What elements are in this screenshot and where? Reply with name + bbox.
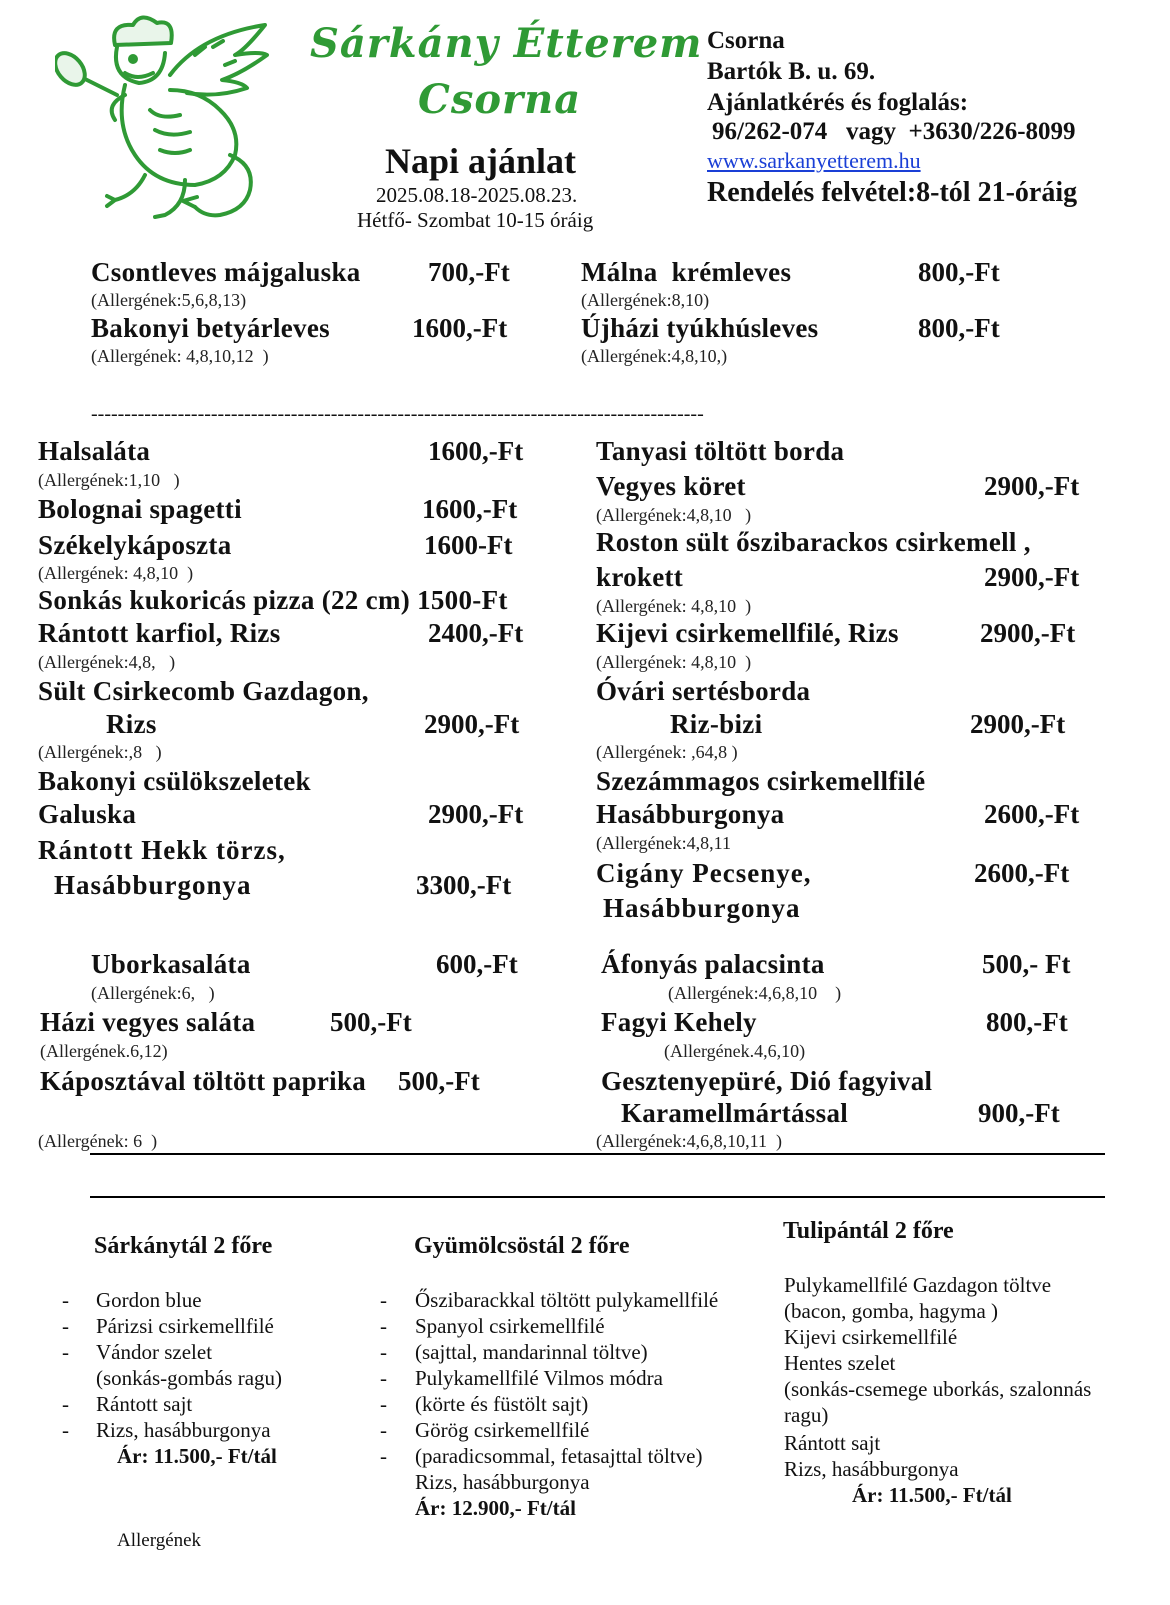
plate-item: Rizs, hasábburgonya bbox=[96, 1418, 271, 1442]
bullet-dash: - bbox=[380, 1366, 387, 1390]
side-allergens: (Allergének: 6 ) bbox=[38, 1131, 158, 1151]
dish-allergens: (Allergének: 4,8,10 ) bbox=[596, 652, 752, 672]
dish-name: Cigány Pecsenye, bbox=[596, 858, 812, 888]
dish-price: 1600,-Ft bbox=[422, 494, 518, 524]
dish-price: 2900,-Ft bbox=[970, 709, 1066, 739]
plate-item: Pulykamellfilé Vilmos módra bbox=[415, 1366, 663, 1390]
dessert-allergens: (Allergének:4,6,8,10 ) bbox=[668, 983, 842, 1003]
dessert-allergens: (Allergének.4,6,10) bbox=[664, 1041, 806, 1061]
dish-name-line2: Rizs bbox=[106, 709, 157, 739]
plate-item: (bacon, gomba, hagyma ) bbox=[784, 1299, 999, 1323]
soup-price: 800,-Ft bbox=[918, 257, 1000, 287]
soup-allergens: (Allergének: 4,8,10,12 ) bbox=[91, 346, 269, 366]
plate-item: Hentes szelet bbox=[784, 1351, 896, 1375]
dessert-name: Fagyi Kehely bbox=[601, 1007, 757, 1037]
dessert-name-line2: Karamellmártással bbox=[621, 1098, 849, 1128]
menu-title: Napi ajánlat bbox=[385, 141, 577, 181]
dessert-name: Gesztenyepüré, Dió fagyival bbox=[601, 1066, 933, 1096]
dessert-name: Áfonyás palacsinta bbox=[601, 949, 825, 979]
phone-numbers: 96/262-074 vagy +3630/226-8099 bbox=[712, 118, 1076, 145]
side-allergens: (Allergének.6,12) bbox=[40, 1041, 168, 1061]
dish-name: Rántott Hekk törzs, bbox=[38, 835, 286, 865]
soup-price: 800,-Ft bbox=[918, 313, 1000, 343]
dessert-allergens: (Allergének:4,6,8,10,11 ) bbox=[596, 1131, 782, 1151]
dish-price: 2900,-Ft bbox=[984, 471, 1080, 501]
dish-allergens: (Allergének:4,8,10 ) bbox=[596, 505, 752, 525]
dish-name-line2: Riz-bizi bbox=[670, 709, 763, 739]
order-hours: Rendelés felvétel:8-tól 21-óráig bbox=[707, 177, 1078, 208]
dish-price: 2900,-Ft bbox=[984, 562, 1080, 592]
side-price: 500,-Ft bbox=[330, 1007, 412, 1037]
side-name: Házi vegyes saláta bbox=[40, 1007, 256, 1037]
restaurant-name: Sárkány Étterem bbox=[310, 20, 703, 67]
dragon-chef-logo bbox=[55, 15, 275, 230]
bullet-dash: - bbox=[380, 1444, 387, 1468]
soup-name: Bakonyi betyárleves bbox=[91, 313, 330, 343]
plate-item: (sajttal, mandarinnal töltve) bbox=[415, 1340, 648, 1364]
dish-price: 2600,-Ft bbox=[974, 858, 1070, 888]
plate-item: Rántott sajt bbox=[96, 1392, 193, 1416]
dish-name: Halsaláta bbox=[38, 436, 151, 466]
bullet-dash: - bbox=[62, 1418, 69, 1442]
dish-price: 1600-Ft bbox=[424, 530, 513, 560]
dish-allergens: (Allergének: 4,8,10 ) bbox=[596, 596, 752, 616]
dish-price: 2900,-Ft bbox=[980, 618, 1076, 648]
plate-item: Párizsi csirkemellfilé bbox=[96, 1314, 274, 1338]
plate-item: (paradicsommal, fetasajttal töltve) bbox=[415, 1444, 703, 1468]
side-allergens: (Allergének:6, ) bbox=[91, 983, 215, 1003]
plate-item: Rántott sajt bbox=[784, 1431, 881, 1455]
side-price: 600,-Ft bbox=[436, 949, 518, 979]
dish-name-line2: krokett bbox=[596, 562, 684, 592]
plate-item: Rizs, hasábburgonya bbox=[415, 1470, 590, 1494]
plate-item: (sonkás-gombás ragu) bbox=[96, 1366, 283, 1390]
dish-name: Óvári sertésborda bbox=[596, 676, 811, 706]
dish-name-line2: Hasábburgonya bbox=[603, 893, 801, 923]
bullet-dash: - bbox=[380, 1392, 387, 1416]
plate-title: Tulipántál 2 főre bbox=[783, 1218, 954, 1244]
bullet-dash: - bbox=[62, 1392, 69, 1416]
dish-name-line2: Hasábburgonya bbox=[596, 799, 785, 829]
plate-price: Ár: 11.500,- Ft/tál bbox=[852, 1483, 1012, 1507]
dashed-divider: -------------------------------------------------------------------------------------------- bbox=[91, 403, 704, 425]
dish-allergens: (Allergének:4,8, ) bbox=[38, 652, 176, 672]
dish-name: Roston sült őszibarackos csirkemell , bbox=[596, 527, 1031, 557]
plate-item: Pulykamellfilé Gazdagon töltve bbox=[784, 1273, 1052, 1297]
dish-allergens: (Allergének:,8 ) bbox=[38, 742, 162, 762]
plate-item: Görög csirkemellfilé bbox=[415, 1418, 590, 1442]
side-name: Káposztával töltött paprika bbox=[40, 1066, 367, 1096]
plate-price: Ár: 11.500,- Ft/tál bbox=[117, 1444, 277, 1468]
plate-item: ragu) bbox=[784, 1403, 829, 1427]
dish-name: Szezámmagos csirkemellfilé bbox=[596, 766, 926, 796]
dessert-price: 800,-Ft bbox=[986, 1007, 1068, 1037]
dish-price: 2900,-Ft bbox=[424, 709, 520, 739]
dish-price: 2600,-Ft bbox=[984, 799, 1080, 829]
dish-price: 2900,-Ft bbox=[428, 799, 524, 829]
soup-name: Újházi tyúkhúsleves bbox=[581, 313, 819, 343]
plate-item: Rizs, hasábburgonya bbox=[784, 1457, 959, 1481]
dish-name: Bolognai spagetti bbox=[38, 494, 242, 524]
booking-label: Ajánlatkérés és foglalás: bbox=[707, 89, 969, 116]
soup-name: Csontleves májgaluska bbox=[91, 257, 361, 287]
dish-name: Székelykáposzta bbox=[38, 530, 232, 560]
dish-allergens: (Allergének: 4,8,10 ) bbox=[38, 563, 194, 583]
bullet-dash: - bbox=[380, 1288, 387, 1312]
plate-item: Őszibarackkal töltött pulykamellfilé bbox=[415, 1288, 719, 1312]
allergens-label: Allergének bbox=[117, 1530, 202, 1551]
soup-allergens: (Allergének:8,10) bbox=[581, 290, 710, 310]
dish-name: Sült Csirkecomb Gazdagon, bbox=[38, 676, 369, 706]
plate-item: Vándor szelet bbox=[96, 1340, 213, 1364]
contact-city: Csorna bbox=[707, 27, 785, 54]
plate-title: Gyümölcsöstál 2 főre bbox=[414, 1233, 630, 1259]
opening-hours: Hétfő- Szombat 10-15 óráig bbox=[357, 208, 594, 232]
dish-allergens: (Allergének:4,8,11 bbox=[596, 833, 731, 853]
dish-name-line2: Galuska bbox=[38, 799, 137, 829]
soup-allergens: (Allergének:4,8,10,) bbox=[581, 346, 728, 366]
bullet-dash: - bbox=[62, 1340, 69, 1364]
date-range: 2025.08.18-2025.08.23. bbox=[376, 183, 578, 207]
dessert-price: 900,-Ft bbox=[978, 1098, 1060, 1128]
plate-title: Sárkánytál 2 főre bbox=[94, 1233, 273, 1259]
bullet-dash: - bbox=[380, 1418, 387, 1442]
dish-allergens: (Allergének: ,64,8 ) bbox=[596, 742, 738, 762]
plate-item: Spanyol csirkemellfilé bbox=[415, 1314, 605, 1338]
dish-price: 3300,-Ft bbox=[416, 870, 512, 900]
dish-price: 2400,-Ft bbox=[428, 618, 524, 648]
dessert-price: 500,- Ft bbox=[982, 949, 1071, 979]
dish-name: Bakonyi csülökszeletek bbox=[38, 766, 311, 796]
dish-name: Kijevi csirkemellfilé, Rizs bbox=[596, 618, 899, 648]
soup-name: Málna krémleves bbox=[581, 257, 792, 287]
plate-item: Gordon blue bbox=[96, 1288, 202, 1312]
plate-item: (sonkás-csemege uborkás, szalonnás bbox=[784, 1377, 1092, 1401]
plate-item: (körte és füstölt sajt) bbox=[415, 1392, 589, 1416]
dish-name-line2: Hasábburgonya bbox=[54, 870, 252, 900]
dish-allergens: (Allergének:1,10 ) bbox=[38, 470, 180, 490]
bullet-dash: - bbox=[62, 1288, 69, 1312]
bullet-dash: - bbox=[62, 1314, 69, 1338]
dish-price: 1600,-Ft bbox=[428, 436, 524, 466]
bullet-dash: - bbox=[380, 1340, 387, 1364]
side-name: Uborkasaláta bbox=[91, 949, 251, 979]
section-divider bbox=[90, 1196, 1105, 1198]
soup-allergens: (Allergének:5,6,8,13) bbox=[91, 290, 247, 310]
restaurant-city-title: Csorna bbox=[418, 76, 582, 123]
contact-street: Bartók B. u. 69. bbox=[707, 58, 876, 85]
dish-name: Rántott karfiol, Rizs bbox=[38, 618, 281, 648]
plate-item: Kijevi csirkemellfilé bbox=[784, 1325, 958, 1349]
website-link[interactable]: www.sarkanyetterem.hu bbox=[707, 148, 921, 173]
bullet-dash: - bbox=[380, 1314, 387, 1338]
dish-name: Sonkás kukoricás pizza (22 cm) 1500-Ft bbox=[38, 585, 508, 615]
side-price: 500,-Ft bbox=[398, 1066, 480, 1096]
soup-price: 1600,-Ft bbox=[412, 313, 508, 343]
section-divider bbox=[90, 1153, 1105, 1155]
dish-name-line2: Vegyes köret bbox=[596, 471, 746, 501]
soup-price: 700,-Ft bbox=[428, 257, 510, 287]
dish-name: Tanyasi töltött borda bbox=[596, 436, 845, 466]
plate-price: Ár: 12.900,- Ft/tál bbox=[415, 1496, 576, 1520]
